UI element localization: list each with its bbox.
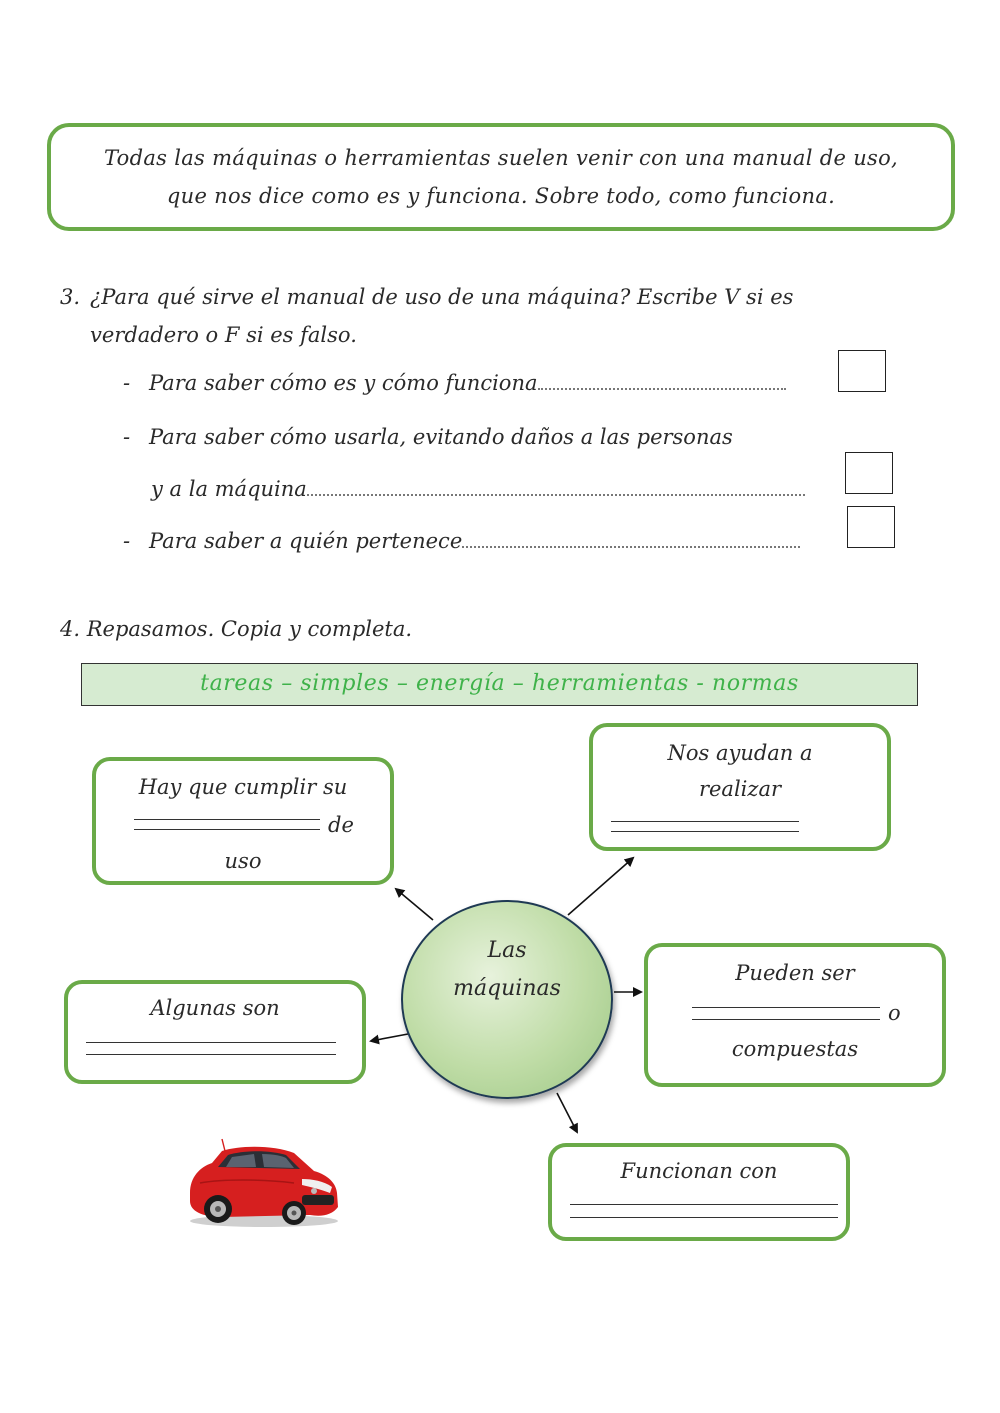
- intro-line-2: que nos dice como es y funciona. Sobre todo, como funciona.: [166, 184, 836, 208]
- intro-line-1: Todas las máquinas o herramientas suelen venir con una manual de uso,: [103, 146, 899, 170]
- option-3-text: Para saber a quién pertenece: [149, 529, 463, 553]
- arrow-top-left: [396, 889, 433, 920]
- option-2-text: Para saber cómo usarla, evitando daños a las personas: [149, 425, 733, 449]
- node-tasks-text-2: realizar: [698, 777, 782, 801]
- question-3-number: 3.: [60, 285, 81, 309]
- node-norms-suffix: de: [328, 813, 354, 837]
- question-4-text: Repasamos. Copia y completa.: [86, 617, 413, 641]
- node-types-blank[interactable]: [692, 1019, 880, 1020]
- node-norms: [92, 757, 394, 885]
- node-tools-blank[interactable]: [86, 1054, 336, 1055]
- node-tasks: [589, 723, 891, 851]
- node-energy: [548, 1143, 850, 1241]
- node-norms-blank[interactable]: [134, 829, 320, 830]
- arrow-left: [371, 1034, 408, 1041]
- node-types-text-3: compuestas: [731, 1037, 859, 1061]
- arrow-top-right: [568, 858, 633, 915]
- option-2-text-2: y a la máquina: [151, 477, 307, 501]
- node-tools: [64, 980, 366, 1084]
- question-3-line-2: verdadero o F si es falso.: [90, 323, 357, 347]
- node-types-suffix: o: [888, 1001, 901, 1025]
- center-text-2: máquinas: [453, 976, 561, 1001]
- arrow-bottom: [557, 1093, 577, 1132]
- option-1-text: Para saber cómo es y cómo funciona: [149, 371, 538, 395]
- node-types: [644, 943, 946, 1087]
- node-tasks-text-1: Nos ayudan a: [667, 741, 813, 765]
- question-4-number: 4.: [60, 617, 81, 641]
- node-norms-text-3: uso: [224, 849, 262, 873]
- word-bank: tareas – simples – energía – herramientas - normas: [81, 663, 918, 706]
- node-types-text-1: Pueden ser: [735, 961, 855, 985]
- option-2: - Para saber cómo usarla, evitando daños a las personas: [123, 425, 733, 449]
- question-3-line-1: ¿Para qué sirve el manual de uso de una máquina? Escribe V si es: [90, 285, 794, 309]
- center-text-1: Las: [487, 938, 527, 963]
- option-1: - Para saber cómo es y cómo funciona: [149, 368, 786, 398]
- node-tasks-blank[interactable]: [611, 831, 799, 832]
- center-circle: [401, 900, 613, 1099]
- node-tools-text-1: Algunas son: [150, 996, 280, 1020]
- car-illustration: [182, 1135, 342, 1230]
- node-norms-text-1: Hay que cumplir su: [138, 775, 348, 799]
- node-energy-text-1: Funcionan con: [620, 1159, 778, 1183]
- option-3: - Para saber a quién pertenece: [149, 526, 800, 556]
- node-energy-blank[interactable]: [570, 1217, 838, 1218]
